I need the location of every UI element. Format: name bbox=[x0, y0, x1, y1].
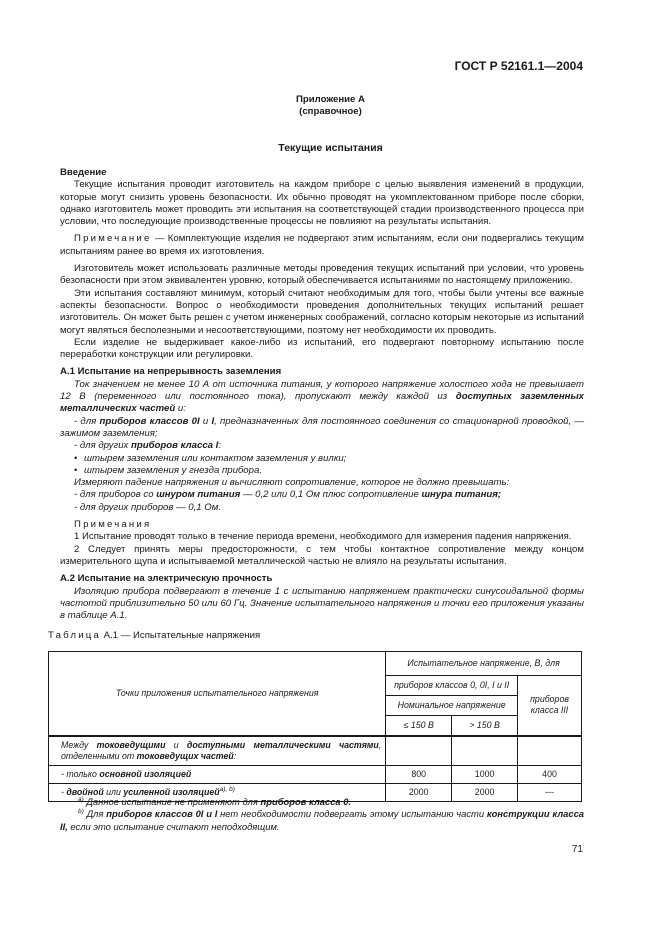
table-cell-basic-gt150: 1000 bbox=[452, 765, 518, 783]
a1-list-item-1: - для приборов классов 0I и I, предназначенных для постоянного соединения со стационарной проводкой, — зажимом заземления; bbox=[60, 415, 584, 439]
body-text bbox=[48, 167, 584, 643]
a1-notes-label: Примечания bbox=[74, 519, 152, 531]
a2-paragraph-1: Изоляцию прибора подвергают в течение 1 с испытанию напряжением практически синусоидальной формы частотой приблизительно 50 или 60 Гц. Значение испытательного напряжения и точки его приложения указаны в таблице А.1. bbox=[60, 585, 584, 622]
footnote-a: $^{a)}$ Данное испытание не применяют для приборов класса 0. bbox=[78, 795, 352, 807]
table-header-voltage: Испытательное напряжение, В, для bbox=[386, 652, 582, 676]
section-a2-heading: А.2 Испытание на электрическую прочность bbox=[60, 573, 273, 585]
table-row-between: Между токоведущими и доступными металлическими частями, отделенными от токоведущих частей: bbox=[49, 736, 386, 766]
intro-paragraph-1: Текущие испытания проводит изготовитель на каждом приборе с целью выявления изменений в продукции, которые могут снизить уровень безопасности. Их обычно проводят на укомплектованном приборе после сборки, однако изготовитель может проводить эти испытания на соответствующей стадии производственного процесса при условии, что последующие производственные процессы не повлияют на результаты испытания. bbox=[60, 179, 584, 228]
intro-note: Примечание — Комплектующие изделия не подвергают этим испытаниям, если они подвергались текущим испытаниям ранее во время их изготовления. bbox=[60, 233, 584, 257]
table-cell-basic-le150: 800 bbox=[386, 765, 452, 783]
annex-title: Приложение А bbox=[296, 94, 365, 105]
table-header-points: Точки приложения испытательного напряжения bbox=[49, 652, 386, 736]
a1-measure-item-1: - для приборов со шнуром питания — 0,2 или 0,1 Ом плюс сопротивление шнура питания; bbox=[74, 489, 502, 501]
table-header-gt150: > 150 В bbox=[452, 716, 518, 736]
intro-paragraph-4: Если изделие не выдерживает какое-либо из испытаний, его подвергают повторному испытанию после переработки конструкции или регулировки. bbox=[60, 336, 584, 361]
a1-list-item-2: - для других приборов класса I: bbox=[74, 440, 221, 452]
table-cell-double-le150: 2000 bbox=[386, 783, 452, 801]
a1-paragraph-1: Ток значением не менее 10 А от источника питания, у которого напряжение холостого хода не превышает 12 В (переменного или постоянного тока), пропускают между каждой из доступных заземленных металлических частей и: bbox=[60, 378, 584, 415]
table-header-nominal: Номинальное напряжение bbox=[386, 696, 518, 716]
page-number: 71 bbox=[571, 844, 583, 855]
table-row-basic: - только основной изоляцией bbox=[49, 765, 386, 783]
table-cell-double-class3: --- bbox=[518, 783, 582, 801]
table-header-class3: приборов класса III bbox=[518, 676, 582, 736]
table-row-double: - двойной или усиленной изоляцией$^{a), b)}$ bbox=[49, 783, 386, 801]
intro-paragraph-2: Изготовитель может использовать различные методы проведения текущих испытаний при условии, что уровень безопасности при этом эквивалентен уровню, который обеспечивается испытаниями по настоящему приложению. bbox=[60, 263, 584, 287]
intro-heading: Введение bbox=[60, 167, 107, 178]
a1-measure: Измеряют падение напряжения и вычисляют сопротивление, которое не должно превышать: bbox=[74, 477, 510, 489]
table-footnotes bbox=[60, 796, 584, 833]
test-voltage-table bbox=[48, 651, 582, 802]
table-header-le150: ≤ 150 В bbox=[386, 716, 452, 736]
table-caption: Таблица А.1 — Испытательные напряжения bbox=[48, 630, 261, 642]
footnote-b: $^{b)}$ Для приборов классов 0I и I нет необходимости подвергать этому испытанию части конструкции класса II, если это испытание считают неподходящим. bbox=[60, 808, 585, 832]
a1-bullet-2: • штырем заземления у гнезда прибора. bbox=[60, 465, 584, 477]
annex-subtitle: (справочное) bbox=[299, 106, 362, 117]
a1-measure-item-2: - для других приборов — 0,1 Ом. bbox=[74, 501, 222, 513]
intro-paragraph-3: Эти испытания составляют минимум, который считают необходимым для того, чтобы были учтены все важные аспекты безопасности. Вопрос о необходимости проведения дополнительных текущих испытаний решает изготовитель. Он может быть решен с учетом инженерных соображений, согласно которым некоторые из испытаний могут являться бесполезными и несоответствующими, поэтому нет необходимости их проводить. bbox=[60, 287, 584, 336]
a1-bullet-1: • штырем заземления или контактом заземления у вилки; bbox=[60, 453, 584, 465]
table-cell-basic-class3: 400 bbox=[518, 765, 582, 783]
table-header-classes: приборов классов 0, 0I, I и II bbox=[386, 676, 518, 696]
table-cell-double-gt150: 2000 bbox=[452, 783, 518, 801]
annex-heading: Текущие испытания bbox=[278, 142, 383, 154]
section-a1-heading: А.1 Испытание на непрерывность заземления bbox=[60, 366, 282, 378]
a1-note-1: 1 Испытание проводят только в течение периода времени, необходимого для измерения падения напряжения. bbox=[74, 531, 572, 543]
a1-note-2: 2 Следует принять меры предосторожности, с тем чтобы контактное сопротивление между концом измерительного щупа и испытываемой металлической частью не влияло на результаты испытания. bbox=[60, 543, 584, 567]
standard-number: ГОСТ Р 52161.1—2004 bbox=[454, 59, 583, 73]
